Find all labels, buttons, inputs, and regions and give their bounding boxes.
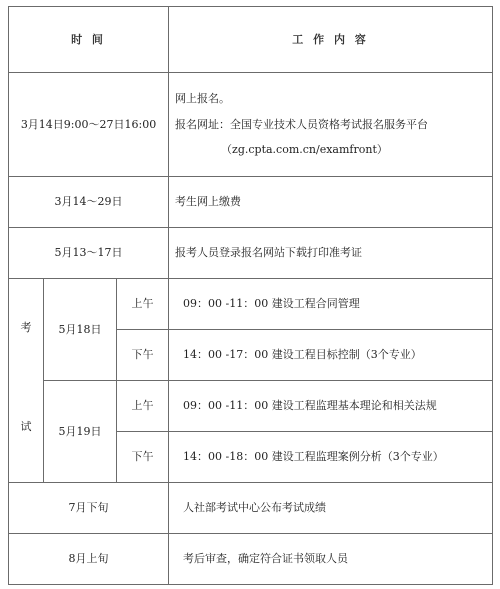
row-admission	[9, 228, 493, 279]
exam-day2-date: 5月19日	[44, 381, 117, 483]
row-results	[9, 483, 493, 534]
row-exam-day1-am	[9, 279, 493, 330]
exam-schedule-table	[8, 6, 493, 585]
registration-content	[169, 73, 493, 177]
exam-label-bottom: 试	[20, 419, 32, 433]
results-time: 7月下旬	[9, 483, 169, 534]
row-payment	[9, 177, 493, 228]
header-row	[9, 7, 493, 73]
exam-day1-pm-detail: 14：00 -17：00 建设工程目标控制（3个专业）	[169, 330, 493, 381]
review-content: 考后审查，确定符合证书领取人员	[169, 534, 493, 585]
registration-url: （zg.cpta.com.cn/examfront）	[221, 143, 388, 157]
review-time: 8月上旬	[9, 534, 169, 585]
exam-day1-date: 5月18日	[44, 279, 117, 381]
exam-day2-am-period: 上午	[117, 381, 169, 432]
admission-time: 5月13～17日	[9, 228, 169, 279]
registration-line2: 报名网址：全国专业技术人员资格考试报名服务平台	[175, 117, 429, 131]
exam-day2-am-detail: 09：00 -11：00 建设工程监理基本理论和相关法规	[169, 381, 493, 432]
registration-time: 3月14日9:00～27日16:00	[9, 73, 169, 177]
row-review	[9, 534, 493, 585]
registration-line1: 网上报名。	[175, 91, 231, 105]
payment-content: 考生网上缴费	[169, 177, 493, 228]
header-time: 时 间	[9, 7, 169, 73]
exam-day1-am-detail: 09：00 -11：00 建设工程合同管理	[169, 279, 493, 330]
row-exam-day2-am	[9, 381, 493, 432]
results-content: 人社部考试中心公布考试成绩	[169, 483, 493, 534]
admission-content: 报考人员登录报名网站下载打印准考证	[169, 228, 493, 279]
row-registration	[9, 73, 493, 177]
exam-label-top: 考	[20, 321, 32, 334]
header-content: 工 作 内 容	[169, 7, 493, 73]
exam-day1-pm-period: 下午	[117, 330, 169, 381]
exam-label	[9, 279, 44, 483]
exam-day1-am-period: 上午	[117, 279, 169, 330]
exam-day2-pm-period: 下午	[117, 432, 169, 483]
payment-time: 3月14～29日	[9, 177, 169, 228]
exam-day2-pm-detail: 14：00 -18：00 建设工程监理案例分析（3个专业）	[169, 432, 493, 483]
